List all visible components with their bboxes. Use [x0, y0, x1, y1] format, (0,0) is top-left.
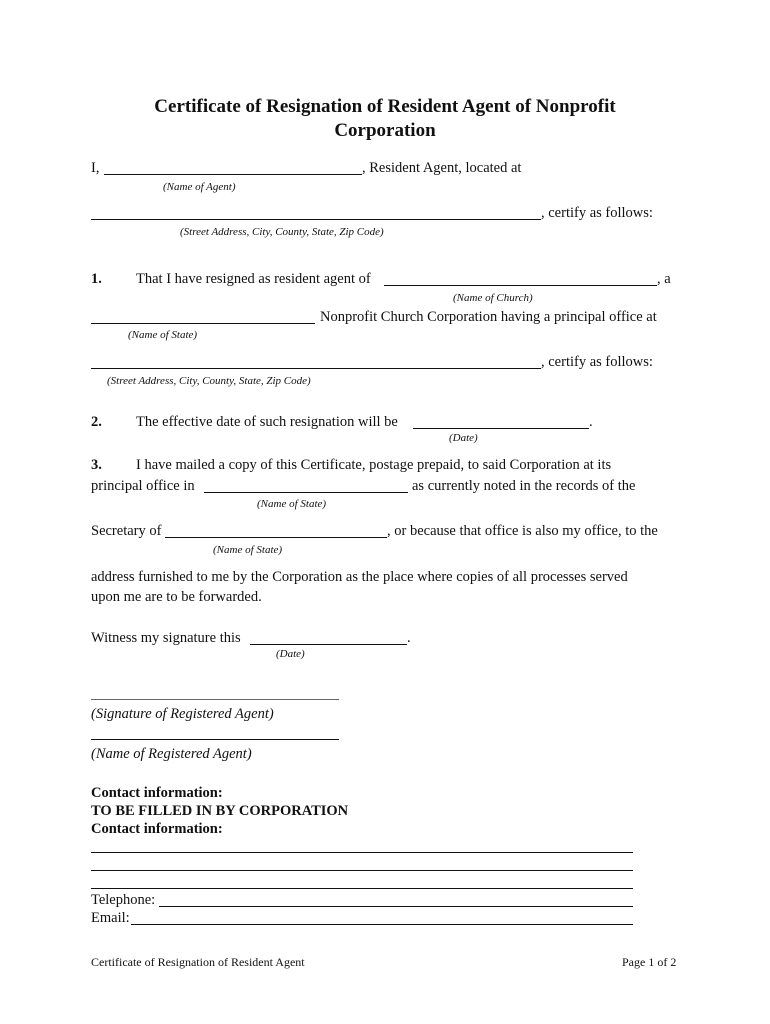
agent-name-caption: (Name of Agent) [163, 181, 236, 193]
email-label: Email: [91, 910, 130, 926]
agent-address-caption: (Street Address, City, County, State, Zip Code) [180, 226, 384, 238]
page-number: Page 1 of 2 [622, 955, 677, 969]
church-name-caption: (Name of Church) [453, 292, 533, 304]
document-title-line1: Certificate of Resignation of Resident Agent of Nonprofit [154, 96, 616, 117]
item3-text-line2b: as currently noted in the records of the [412, 478, 636, 494]
document-title-line2: Corporation [334, 120, 436, 141]
witness-suffix: . [407, 630, 411, 646]
agent-name-field[interactable] [104, 174, 362, 175]
item3-state-field[interactable] [204, 492, 408, 493]
email-field[interactable] [131, 924, 633, 925]
agent-suffix: , Resident Agent, located at [362, 160, 522, 176]
item3-state-caption: (Name of State) [257, 498, 327, 510]
witness-text: Witness my signature this [91, 630, 241, 646]
resignation-date-field[interactable] [413, 428, 589, 429]
item1-text: That I have resigned as resident agent of [136, 271, 371, 287]
contact-line-2[interactable] [91, 870, 633, 871]
footer-title: Certificate of Resignation of Resident Agent [91, 955, 305, 969]
resignation-date-caption: (Date) [449, 432, 478, 444]
church-name-field[interactable] [384, 285, 657, 286]
item3-text-line5: upon me are to be forwarded. [91, 589, 262, 605]
item1-state-field[interactable] [91, 323, 315, 324]
contact-heading-2: Contact information: [91, 821, 223, 837]
signature-label: (Signature of Registered Agent) [91, 706, 274, 722]
item3-text-line4: address furnished to me by the Corporation as the place where copies of all processes served [91, 569, 628, 585]
item3-number: 3. [91, 457, 102, 473]
item1-certify-text: , certify as follows: [541, 354, 653, 370]
agent-name-sign-field[interactable] [91, 739, 339, 740]
item1-suffix: , a [657, 271, 671, 287]
secretary-state-field[interactable] [165, 537, 387, 538]
item3-text-line1: I have mailed a copy of this Certificate, postage prepaid, to said Corporation at its [136, 457, 612, 473]
agent-name-sign-label: (Name of Registered Agent) [91, 746, 252, 762]
secretary-suffix: , or because that office is also my office, to the [387, 523, 658, 539]
agent-prefix: I, [91, 160, 100, 176]
item1-address-field[interactable] [91, 368, 541, 369]
agent-certify-text: , certify as follows: [541, 205, 653, 221]
item2-number: 2. [91, 414, 102, 430]
signature-field[interactable] [91, 699, 339, 700]
secretary-state-caption: (Name of State) [213, 544, 283, 556]
item1-corp-text: Nonprofit Church Corporation having a principal office at [320, 309, 657, 325]
item3-text-line2a: principal office in [91, 478, 195, 494]
witness-date-field[interactable] [250, 644, 407, 645]
item2-suffix: . [589, 414, 593, 430]
item1-address-caption: (Street Address, City, County, State, Zip Code) [107, 375, 311, 387]
secretary-label: Secretary of [91, 523, 162, 539]
agent-address-field[interactable] [91, 219, 541, 220]
corporation-fill-heading: TO BE FILLED IN BY CORPORATION [91, 803, 349, 819]
item1-state-caption: (Name of State) [128, 329, 198, 341]
telephone-label: Telephone: [91, 892, 156, 908]
witness-date-caption: (Date) [276, 648, 305, 660]
telephone-field[interactable] [159, 906, 633, 907]
contact-heading: Contact information: [91, 785, 223, 801]
contact-line-1[interactable] [91, 852, 633, 853]
item2-text: The effective date of such resignation will be [136, 414, 398, 430]
contact-line-3[interactable] [91, 888, 633, 889]
item1-number: 1. [91, 271, 102, 287]
